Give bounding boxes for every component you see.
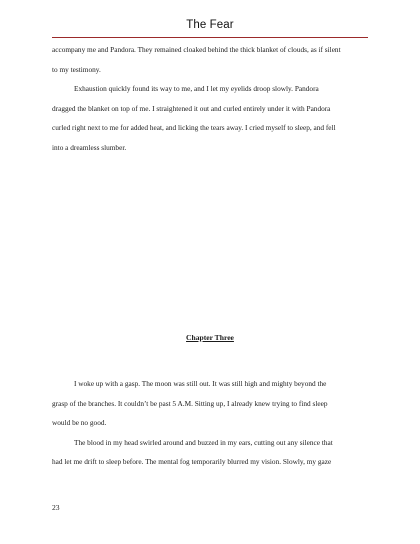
text-line: grasp of the branches. It couldn’t be past 5 A.M. Sitting up, I already knew trying to find sleep	[52, 398, 328, 408]
text-line: dragged the blanket on top of me. I straightened it out and curled entirely under it with Pandora	[52, 103, 331, 113]
text-line: The blood in my head swirled around and buzzed in my ears, cutting out any silence that	[74, 437, 333, 447]
body-text-before-chapter	[52, 40, 368, 158]
text-line: curled right next to me for added heat, and licking the tears away. I cried myself to sleep, and fell	[52, 123, 336, 133]
running-header-title: The Fear	[186, 19, 234, 31]
text-line: I woke up with a gasp. The moon was still out. It was still high and mighty beyond the	[74, 379, 327, 388]
chapter-heading: Chapter Three	[186, 333, 234, 342]
body-text-after-chapter	[52, 374, 368, 472]
text-line: would be no good.	[52, 418, 107, 428]
text-line: to my testimony.	[52, 64, 101, 74]
text-line: Exhaustion quickly found its way to me, and I let my eyelids droop slowly. Pandora	[74, 84, 319, 94]
page-number: 23	[52, 503, 60, 512]
header-divider	[52, 37, 368, 38]
text-line: into a dreamless slumber.	[52, 142, 127, 152]
text-line: accompany me and Pandora. They remained cloaked behind the thick blanket of clouds, as if silent	[52, 45, 341, 54]
text-line: had let me drift to sleep before. The mental fog temporarily blurred my vision. Slowly, my gaze	[52, 457, 332, 467]
